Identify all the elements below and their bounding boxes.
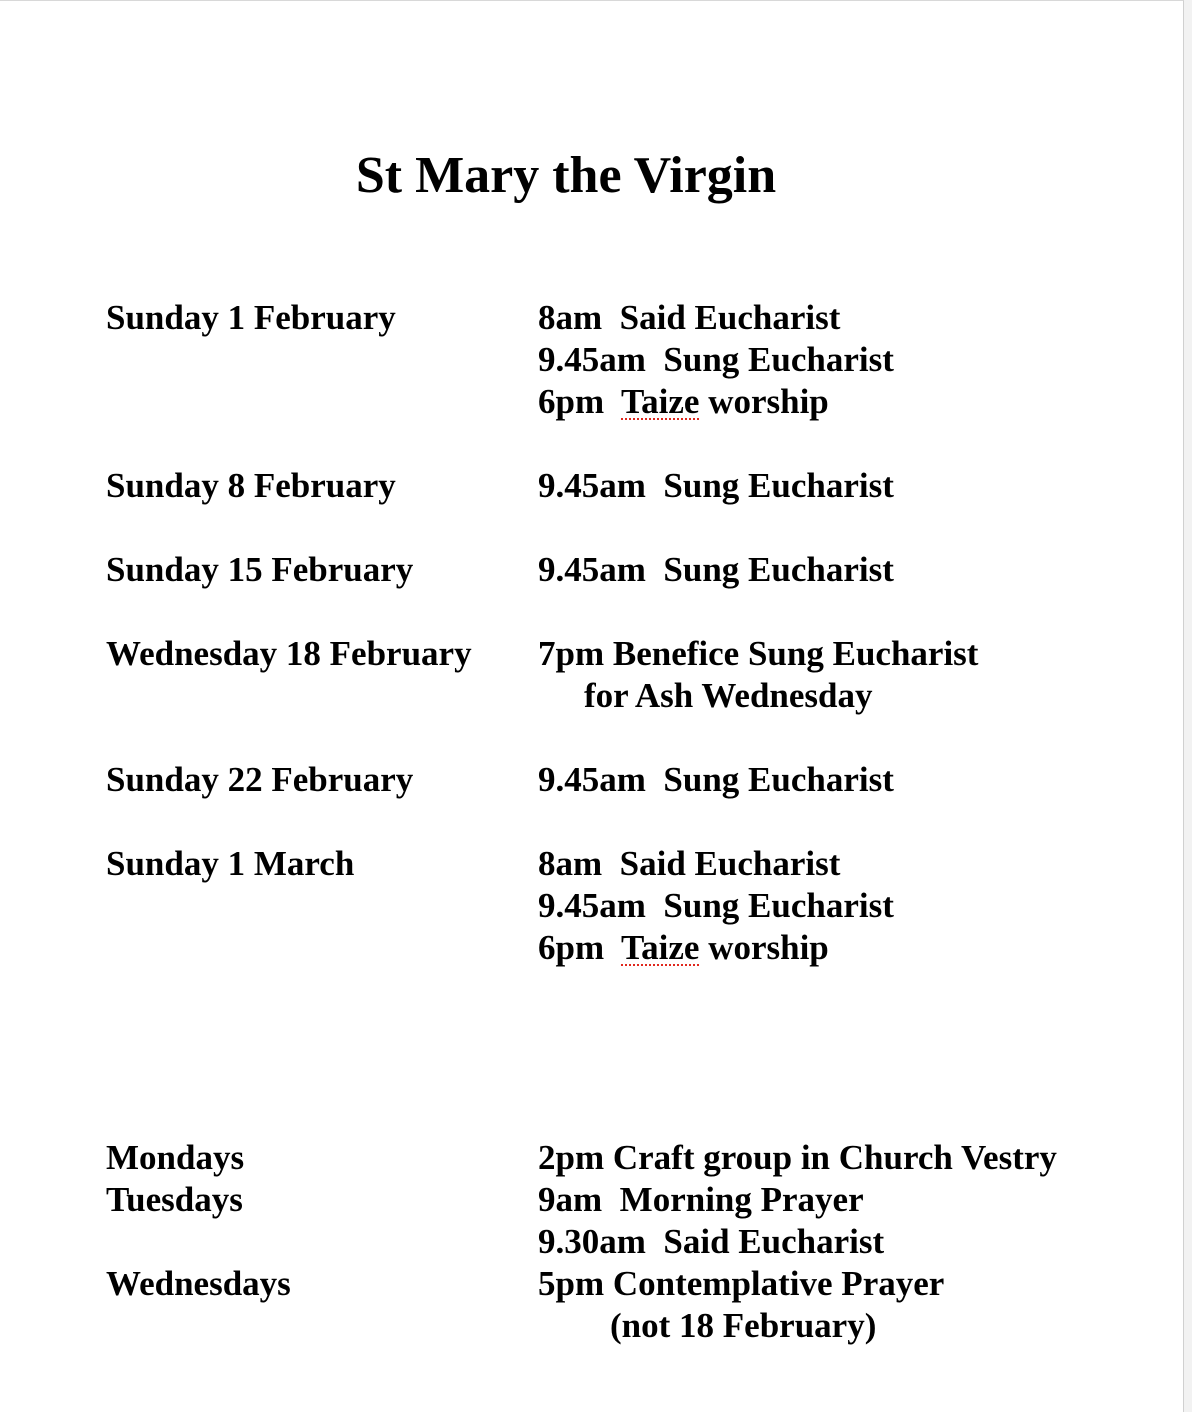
weekly-day: Mondays xyxy=(106,1138,245,1177)
service-line: 9.45am Sung Eucharist xyxy=(538,340,894,379)
service-name: worship xyxy=(699,928,829,967)
spellcheck-flagged-word[interactable]: Taize xyxy=(621,928,700,967)
schedule-day: Sunday 15 February xyxy=(106,550,414,589)
spellcheck-flagged-word[interactable]: Taize xyxy=(621,382,700,421)
schedule-day: Sunday 1 March xyxy=(106,844,355,883)
service-line: 7pm Benefice Sung Eucharist xyxy=(538,634,979,673)
service-line: 8am Said Eucharist xyxy=(538,844,841,883)
service-line: 8am Said Eucharist xyxy=(538,298,841,337)
schedule-day: Wednesday 18 February xyxy=(106,634,472,673)
service-line: 9.45am Sung Eucharist xyxy=(538,550,894,589)
service-line: for Ash Wednesday xyxy=(584,676,873,715)
service-time: 6pm xyxy=(538,382,621,421)
service-line: (not 18 February) xyxy=(610,1306,877,1345)
schedule-day: Sunday 8 February xyxy=(106,466,396,505)
weekly-day: Wednesdays xyxy=(106,1264,291,1303)
service-line: 9.45am Sung Eucharist xyxy=(538,760,894,799)
service-name: worship xyxy=(699,382,829,421)
service-time: 6pm xyxy=(538,928,621,967)
service-line: 9.45am Sung Eucharist xyxy=(538,466,894,505)
document-title: St Mary the Virgin xyxy=(355,147,777,204)
weekly-day: Tuesdays xyxy=(106,1180,243,1219)
service-line: 9.30am Said Eucharist xyxy=(538,1222,885,1261)
schedule-day: Sunday 22 February xyxy=(106,760,414,799)
service-line xyxy=(538,927,829,969)
service-line: 2pm Craft group in Church Vestry xyxy=(538,1138,1057,1177)
service-line: 9.45am Sung Eucharist xyxy=(538,886,894,925)
service-line xyxy=(538,381,829,423)
service-line: 5pm Contemplative Prayer xyxy=(538,1264,945,1303)
schedule-day: Sunday 1 February xyxy=(106,298,396,337)
service-line: 9am Morning Prayer xyxy=(538,1180,864,1219)
